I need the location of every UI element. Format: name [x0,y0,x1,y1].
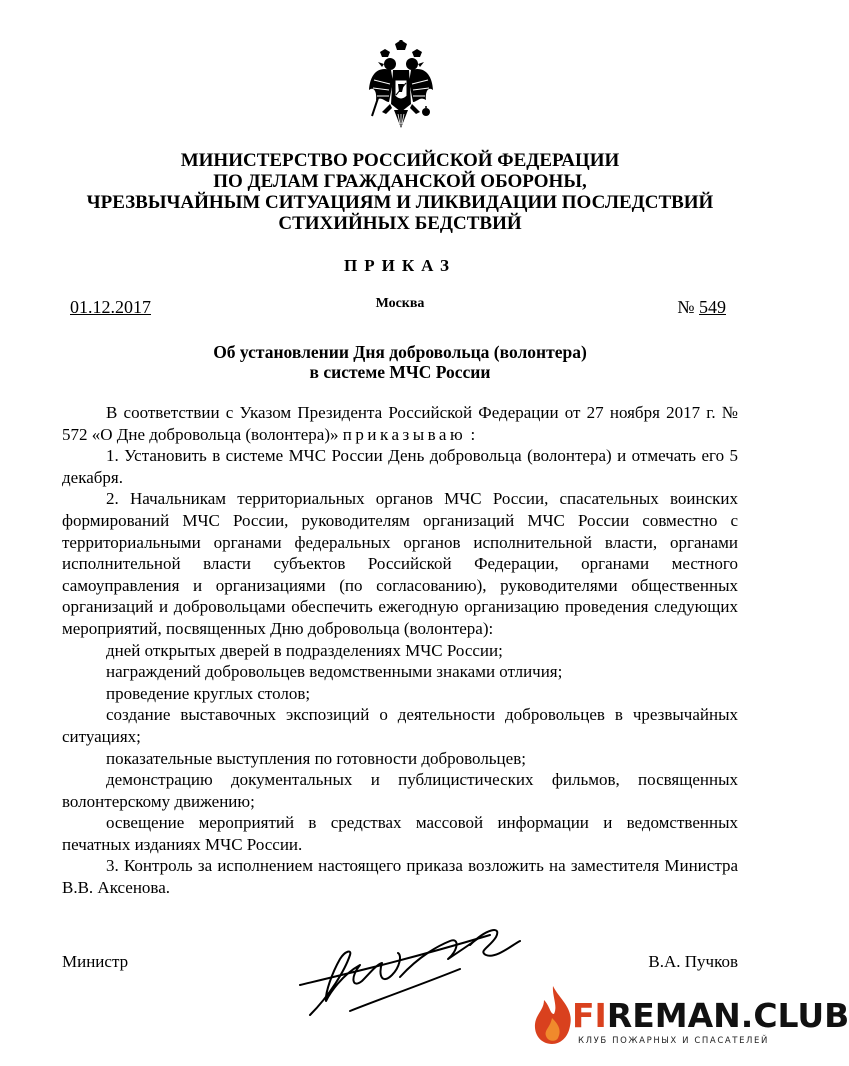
list-item: дней открытых дверей в подразделениях МЧС России; [106,640,503,660]
paragraph-3: 3. Контроль за исполнением настоящего приказа возложить на заместителя Министра В.В. Аксенова. [62,856,738,898]
russian-coat-of-arms-emblem [368,40,434,132]
list-item: награждений добровольцев ведомственными знаками отличия; [106,662,563,682]
list-item: создание выставочных экспозиций о деятельности добровольцев в чрезвычайных ситуациях; [62,705,738,746]
order-title [0,342,800,382]
order-body [62,402,738,899]
flame-icon [530,984,576,1046]
signatory-name: В.А. Пучков [648,952,738,971]
fireman-club-watermark [530,978,849,1058]
watermark-brand-accent: FI [572,996,607,1035]
ministry-line-3: ЧРЕЗВЫЧАЙНЫМ СИТУАЦИЯМ И ЛИКВИДАЦИИ ПОСЛЕДСТВИЙ [86,192,714,213]
order-number-value: 549 [699,297,726,317]
intro-paragraph [62,402,738,445]
ministry-line-2: ПО ДЕЛАМ ГРАЖДАНСКОЙ ОБОРОНЫ, [213,171,587,192]
order-title-line-2: в системе МЧС России [309,362,491,382]
paragraph-2: 2. Начальникам территориальных органов МЧС России, спасательных воинских формирований МЧС России, руководителям организаций МЧС России совместно с территориальными органами федеральных органов исполнительной власти, органами исполнительной власти субъектов Российской Федерации, органами местного самоуправления и организациями (по согласованию), руководителями общественных организаций и добровольцами обеспечить ежегодную организацию проведения следующих мероприятий, посвященных Дню добровольца (волонтера): [62,489,738,638]
intro-text: В соответствии с Указом Президента Российской Федерации от 27 ноября 2017 г. № 572 «О Дне добровольца (волонтера)» [62,403,738,444]
order-title-line-1: Об установлении Дня добровольца (волонтера) [213,342,587,362]
ministry-line-4: СТИХИЙНЫХ БЕДСТВИЙ [278,213,522,234]
watermark-tagline: КЛУБ ПОЖАРНЫХ И СПАСАТЕЛЕЙ [578,1036,769,1046]
list-item: проведение круглых столов; [106,683,311,703]
watermark-brand [572,996,849,1035]
signatory-position: Министр [62,952,129,971]
order-city: Москва [375,296,425,311]
watermark-brand-rest: REMAN.CLUB [606,996,849,1035]
list-item: демонстрацию документальных и публицистических фильмов, посвященных волонтерскому движению; [62,770,738,811]
ministry-line-1: МИНИСТЕРСТВО РОССИЙСКОЙ ФЕДЕРАЦИИ [180,150,620,171]
ministry-header [60,150,740,234]
intro-command-word: приказываю [342,424,467,444]
document-type-heading: ПРИКАЗ [344,256,456,275]
intro-colon: : [470,424,476,444]
order-number [677,297,726,318]
list-item: показательные выступления по готовности добровольцев; [106,748,526,768]
order-date: 01.12.2017 [70,297,151,317]
order-number-prefix: № [677,297,695,317]
paragraph-1: 1. Установить в системе МЧС России День добровольца (волонтера) и отмечать его 5 декабря. [62,446,738,487]
handwritten-signature [290,915,530,1025]
list-item: освещение мероприятий в средствах массовой информации и ведомственных печатных изданиях МЧС России. [62,813,738,854]
